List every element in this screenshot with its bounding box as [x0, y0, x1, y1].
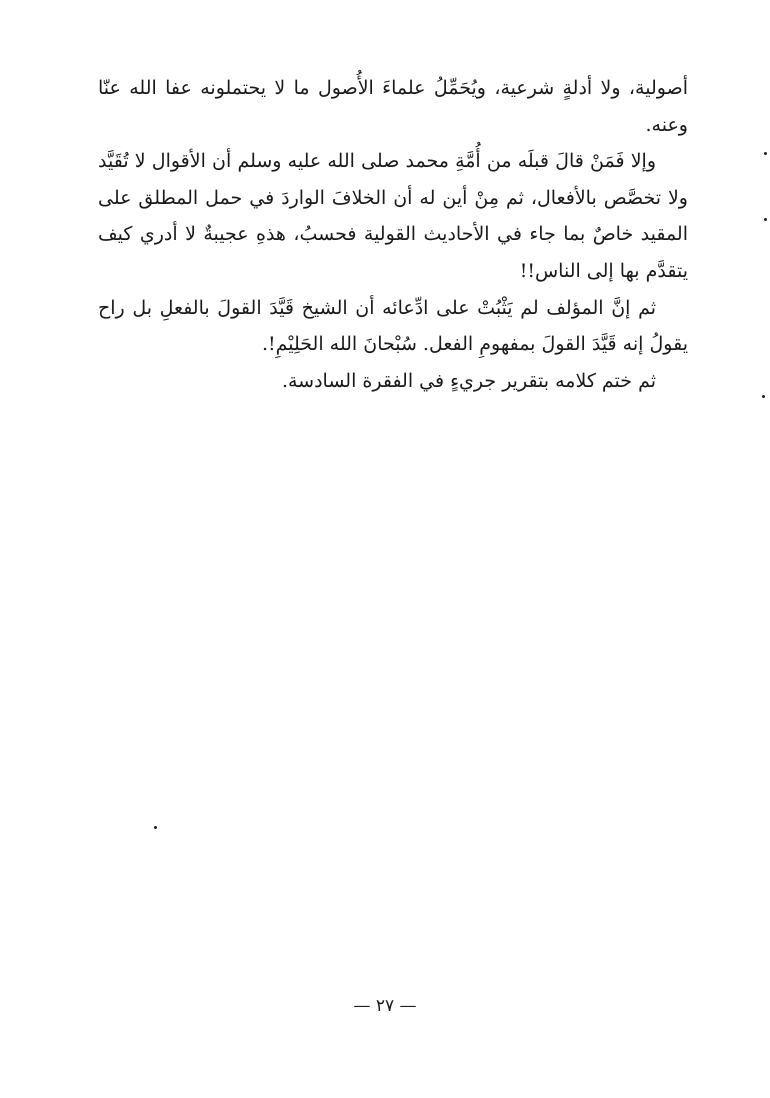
scan-speck [764, 152, 767, 155]
body-text [98, 70, 688, 399]
scan-speck [764, 218, 767, 221]
paragraph-3: ثم إنَّ المؤلف لم يَثْبُتْ على ادِّعائه أن الشيخ قَيَّدَ القولَ بالفعلِ بل راح يقولُ إنه قَيَّدَ القولَ بمفهومِ الفعل. سُبْحانَ الله الحَلِيْمِ!. [98, 296, 688, 356]
paragraph-1: أصولية، ولا أدلةٍ شرعية، ويُحَمِّلُ علماءَ الأُصول ما لا يحتملونه عفا الله عنّا وعنه. [98, 77, 688, 136]
paragraph-2: وإلا فَمَنْ قالَ قبلَه من أُمَّةِ محمد صلى الله عليه وسلم أن الأقوال لا تُقَيَّد ولا تخصَّص بالأفعال، ثم مِنْ أين له أن الخلافَ الواردَ في حمل المطلق على المقيد خاصٌ بما جاء في الأحاديث القولية فحسبُ، هذهِ عجيبةٌ لا أدري كيف يتقدَّم بها إلى الناس!! [98, 150, 688, 282]
scan-speck [154, 826, 157, 829]
scan-speck [762, 395, 765, 398]
paragraph-4: ثم ختم كلامه بتقرير جريءٍ في الفقرة السادسة. [281, 369, 656, 392]
page-number: — ٢٧ — [353, 996, 417, 1016]
